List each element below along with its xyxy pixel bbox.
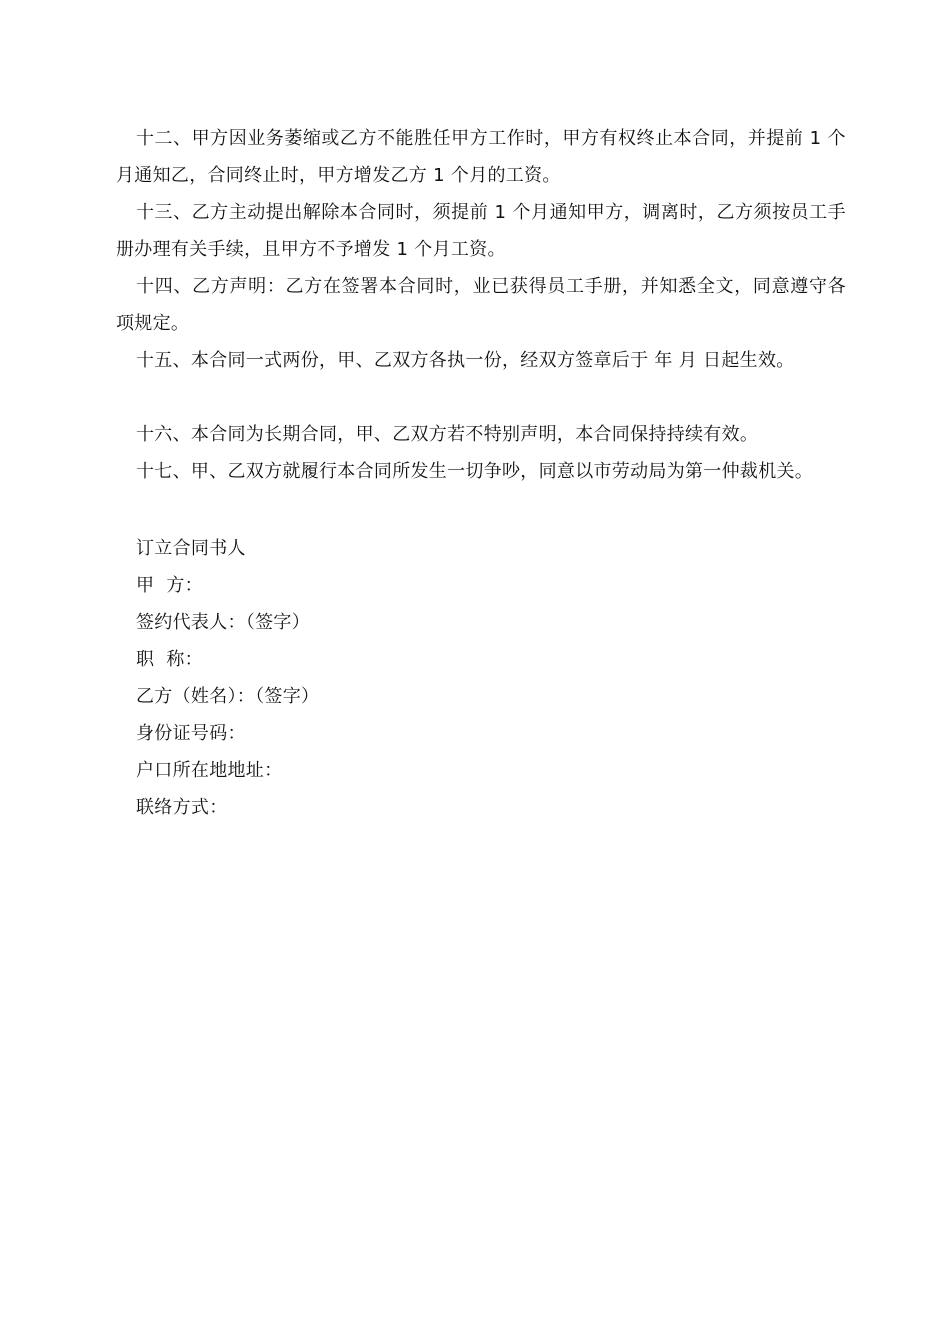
job-title-field: 职 称： — [136, 649, 203, 670]
clause-17: 十七、甲、乙双方就履行本合同所发生一切争吵，同意以市劳动局为第一仲裁机关。 — [136, 461, 814, 482]
signatories-heading: 订立合同书人 — [136, 538, 246, 559]
clause-13: 十三、乙方主动提出解除本合同时，须提前 1 个月通知甲方，调离时，乙方须按员工手册办理有关手续，且甲方不予增发 1 个月工资。 — [116, 202, 846, 260]
signature-block — [136, 530, 736, 826]
representative-field: 签约代表人：（签字） — [136, 612, 310, 633]
id-number-field: 身份证号码： — [136, 723, 246, 744]
contract-clauses — [116, 120, 846, 490]
party-a-field: 甲 方： — [136, 575, 203, 596]
clause-15: 十五、本合同一式两份，甲、乙双方各执一份，经双方签章后于 年 月 日起生效。 — [136, 350, 795, 371]
paragraph-gap — [116, 379, 846, 416]
contact-field: 联络方式： — [136, 797, 228, 818]
clause-16: 十六、本合同为长期合同，甲、乙双方若不特别声明，本合同保持持续有效。 — [136, 424, 759, 445]
residence-address-field: 户口所在地地址： — [136, 760, 283, 781]
clause-12: 十二、甲方因业务萎缩或乙方不能胜任甲方工作时，甲方有权终止本合同，并提前 1 个月通知乙，合同终止时，甲方增发乙方 1 个月的工资。 — [116, 128, 846, 186]
party-b-field: 乙方（姓名）：（签字） — [136, 686, 320, 707]
clause-14: 十四、乙方声明：乙方在签署本合同时，业已获得员工手册，并知悉全文，同意遵守各项规定。 — [116, 276, 846, 334]
